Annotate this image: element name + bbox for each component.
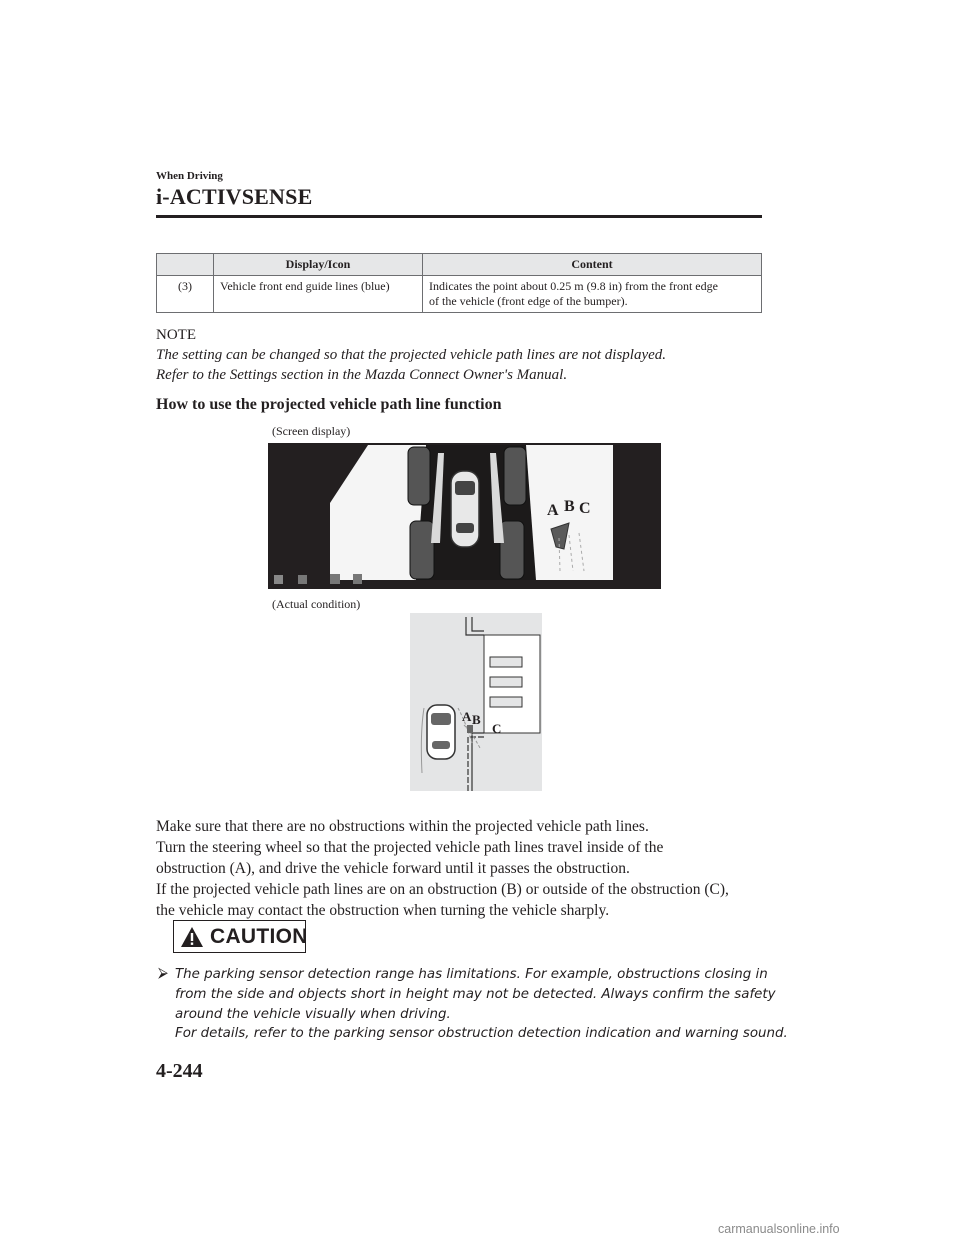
note-line: Refer to the Settings section in the Mazda Connect Owner's Manual. <box>156 367 568 383</box>
body-line: If the projected vehicle path lines are on an obstruction (B) or outside of the obstruction (C), <box>156 881 729 898</box>
label-a: A <box>547 502 559 519</box>
label-c: C <box>579 500 591 517</box>
label-a-actual: A <box>462 709 472 724</box>
page-number: 4-244 <box>156 1060 203 1082</box>
caution-line: The parking sensor detection range has limitations. For example, obstructions closing in <box>175 967 768 982</box>
screen-display-caption: (Screen display) <box>272 424 351 438</box>
label-b: B <box>564 498 575 515</box>
body-line: Turn the steering wheel so that the projected vehicle path lines travel inside of the <box>156 839 664 856</box>
table-content-line: of the vehicle (front edge of the bumper). <box>429 294 628 308</box>
section-label: When Driving <box>156 170 223 182</box>
watermark: carmanualsonline.info <box>718 1222 840 1236</box>
page-title: i-ACTIVSENSE <box>156 184 313 209</box>
label-c-actual: C <box>492 721 502 736</box>
body-line: the vehicle may contact the obstruction when turning the vehicle sharply. <box>156 902 610 919</box>
warning-triangle-icon <box>180 926 204 948</box>
body-line: obstruction (A), and drive the vehicle forward until it passes the obstruction. <box>156 860 630 877</box>
camera-view-graphic <box>268 443 661 589</box>
table-header-display-icon: Display/Icon <box>214 254 423 276</box>
parking-lot-graphic <box>410 613 542 791</box>
table-cell-icon: Vehicle front end guide lines (blue) <box>214 276 423 313</box>
table-header-row <box>157 254 762 276</box>
actual-condition-illustration <box>410 613 542 791</box>
table-row <box>157 276 762 313</box>
caution-line: For details, refer to the parking sensor obstruction detection indication and warning sound. <box>175 1026 788 1041</box>
title-rule <box>156 215 762 218</box>
caution-line: from the side and objects short in height may not be detected. Always confirm the safety <box>175 987 776 1002</box>
table-cell-num: (3) <box>157 276 214 313</box>
display-icon-table <box>156 253 762 313</box>
note-line: The setting can be changed so that the projected vehicle path lines are not displayed. <box>156 347 667 363</box>
label-b-actual: B <box>472 712 481 727</box>
table-header-num <box>157 254 214 276</box>
body-line: Make sure that there are no obstructions within the projected vehicle path lines. <box>156 818 649 835</box>
actual-condition-caption: (Actual condition) <box>272 597 361 611</box>
table-header-content: Content <box>423 254 762 276</box>
screen-display-illustration <box>268 443 661 589</box>
table-cell-content <box>423 276 762 313</box>
table-content-line: Indicates the point about 0.25 m (9.8 in) from the front edge <box>429 279 718 293</box>
caution-label: CAUTION <box>210 925 308 948</box>
caution-bullet-icon: ⮚ <box>158 966 168 981</box>
how-to-heading: How to use the projected vehicle path line function <box>156 396 502 413</box>
note-heading: NOTE <box>156 327 196 343</box>
caution-line: around the vehicle visually when driving. <box>175 1007 451 1022</box>
